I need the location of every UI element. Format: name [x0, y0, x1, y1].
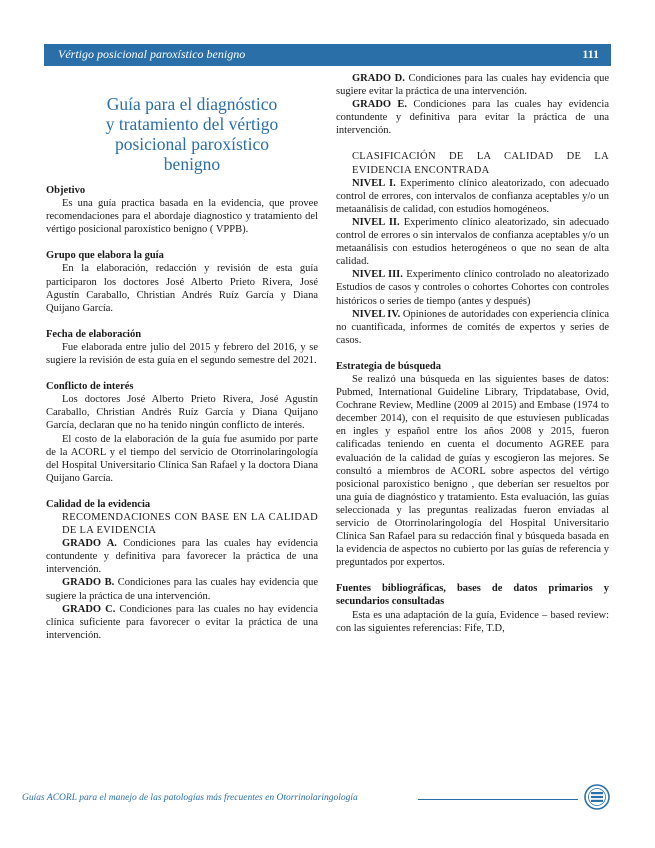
- footer-text: Guías ACORL para el manejo de las patologías más frecuentes en Otorrinolaringología: [22, 793, 358, 803]
- grade-d-item: [336, 72, 609, 98]
- section-heading-estrategia: Estrategia de búsqueda: [336, 360, 442, 372]
- title-line: benigno: [163, 154, 221, 174]
- paragraph-conflicto-2: El costo de la elaboración de la guía fue asumido por parte de la ACORL y el tiempo del servicio de Otorrinolaringología del Hospital Universitario Clínica San Rafael y la doctora Diana Quijano García.: [46, 433, 318, 484]
- subheading-clasificacion: CLASIFICACIÓN DE LA CALIDAD DE LA EVIDENCIA ENCONTRADA: [352, 151, 609, 176]
- level-3-text: Experimento clínico controlado no aleatorizado Estudios de casos y controles o cohortes Cohortes con controles históricos o series de tiempo (antes y después): [336, 269, 609, 307]
- level-3-item: [336, 268, 609, 307]
- left-column: [46, 72, 318, 642]
- paragraph-conflicto-1: Los doctores José Alberto Prieto Rivera, José Agustín Caraballo, Christian Andrés Ruíz García y Diana Quijano García, declaran que no ha tenido ningún conflicto de interés.: [46, 394, 318, 432]
- section-heading-grupo: Grupo que elabora la guía: [46, 250, 164, 262]
- paragraph-fuentes: Esta es una adaptación de la guía, Evidence – based review: con las siguientes referencias: Fife, T.D,: [336, 609, 609, 634]
- section-heading-calidad: Calidad de la evidencia: [46, 498, 151, 510]
- grade-b-text: Condiciones para las cuales hay evidencia que sugiere la práctica de una intervención.: [46, 577, 318, 602]
- title-line: Guía para el diagnóstico: [106, 94, 278, 114]
- grade-e-item: [336, 98, 609, 137]
- page-number: 111: [582, 47, 599, 61]
- section-heading-conflicto: Conflicto de interés: [46, 381, 134, 393]
- level-4-item: [336, 308, 609, 347]
- grade-c-text: Condiciones para las cuales no hay evidencia clínica suficiente para favorecer o evitar la práctica de una intervención.: [46, 603, 318, 641]
- running-header: [44, 44, 611, 66]
- level-4-text: Opiniones de autoridades con experiencia clínica no cuantificada, informes de comités de expertos y series de casos.: [336, 308, 609, 346]
- paragraph-fecha: Fue elaborada entre julio del 2015 y febrero del 2016, y se sugiere la revisión de esta guía en el segundo semestre del 2021.: [46, 341, 318, 367]
- level-3-label: NIVEL III.: [352, 269, 403, 281]
- grade-c-label: GRADO C.: [62, 603, 116, 615]
- level-2-item: [336, 216, 609, 268]
- level-1-item: [336, 177, 609, 216]
- grade-b-item: [46, 576, 318, 602]
- title-line: y tratamiento del vértigo: [105, 114, 279, 134]
- level-1-text: Experimento clínico aleatorizado, con adecuado control de errores, con intervalos de confianza aceptables y/o un metaanálisis de calidad, con estudios homogéneos.: [336, 177, 609, 215]
- spacer: [336, 137, 609, 150]
- paragraph-grupo: En la elaboración, redacción y revisión de esta guía participaron los doctores José Alberto Prieto Rivera, José Agustín Caraballo, Christian Andrés Ruíz García y Diana Quijano García.: [46, 263, 318, 314]
- section-heading-fuentes: Fuentes bibliográficas, bases de datos primarios y secundarios consultadas: [336, 583, 609, 608]
- footer-divider: [418, 799, 578, 800]
- title-line: posicional paroxístico: [114, 134, 270, 154]
- level-2-text: Experimento clínico aleatorizado, sin adecuado control de errores o sin intervalos de confianza aceptables y/o un metaanálisis con estudios heterogéneos o que no sean de alta calidad.: [336, 216, 609, 268]
- subheading-recomendaciones: RECOMENDACIONES CON BASE EN LA CALIDAD DE LA EVIDENCIA: [62, 511, 318, 537]
- grade-a-label: GRADO A.: [62, 538, 117, 550]
- level-2-label: NIVEL II.: [352, 216, 400, 228]
- grade-a-item: [46, 537, 318, 576]
- document-title: [66, 94, 318, 174]
- grade-d-text: Condiciones para las cuales hay evidencia que sugiere evitar la práctica de una intervención.: [336, 73, 609, 98]
- grade-e-label: GRADO E.: [352, 99, 408, 111]
- paragraph-estrategia: Se realizó una búsqueda en las siguientes bases de datos: Pubmed, International Guideline Library, Tripdatabase, Ovid, Cochrane Review, Medline (2009 al 2015) and Embase (1974 to december 2014), con el requisito de que estuviesen publicadas en ingles y español entre los años 2008 y 2015, fueron calificadas teniendo en cuenta el documento AGREE para evaluación de la calidad de guías y escogieron las mejores. Se consultó a miembros de ACORL sobre aspectos del vértigo posicional paroxístico benigno , que deberían ser resueltos por una guía de diagnóstico y tratamiento. Esta evaluación, las guías seleccionada y las preguntas realizadas fueron enviadas al servicio de Otorrinolaringología del Hospital Universitario Clínica San Rafael para su redacción final y búsqueda basada en la evidencia de aspectos no cubierto por las guías de referencia y preguntados por expertos.: [336, 373, 609, 569]
- section-heading-objetivo: Objetivo: [46, 185, 86, 196]
- level-1-label: NIVEL I.: [352, 177, 396, 189]
- right-column: [336, 72, 609, 635]
- grade-b-label: GRADO B.: [62, 577, 115, 589]
- grade-a-text: Condiciones para las cuales hay evidencia contundente y definitiva para favorecer la práctica de una intervención.: [46, 538, 318, 576]
- grade-e-text: Condiciones para las cuales hay evidencia contundente y definitiva para evitar la práctica de una intervención.: [336, 99, 609, 137]
- level-4-label: NIVEL IV.: [352, 308, 401, 320]
- paragraph-objetivo: Es una guía practica basada en la evidencia, que provee recomendaciones para el abordaje diagnostico y tratamiento del vértigo posicional paroxístico benigno ( VPPB).: [46, 198, 318, 236]
- running-title: Vértigo posicional paroxístico benigno: [58, 47, 246, 61]
- grade-c-item: [46, 603, 318, 642]
- section-heading-fecha: Fecha de elaboración: [46, 328, 142, 340]
- acorl-logo-icon: [584, 784, 610, 810]
- grade-d-label: GRADO D.: [352, 73, 405, 84]
